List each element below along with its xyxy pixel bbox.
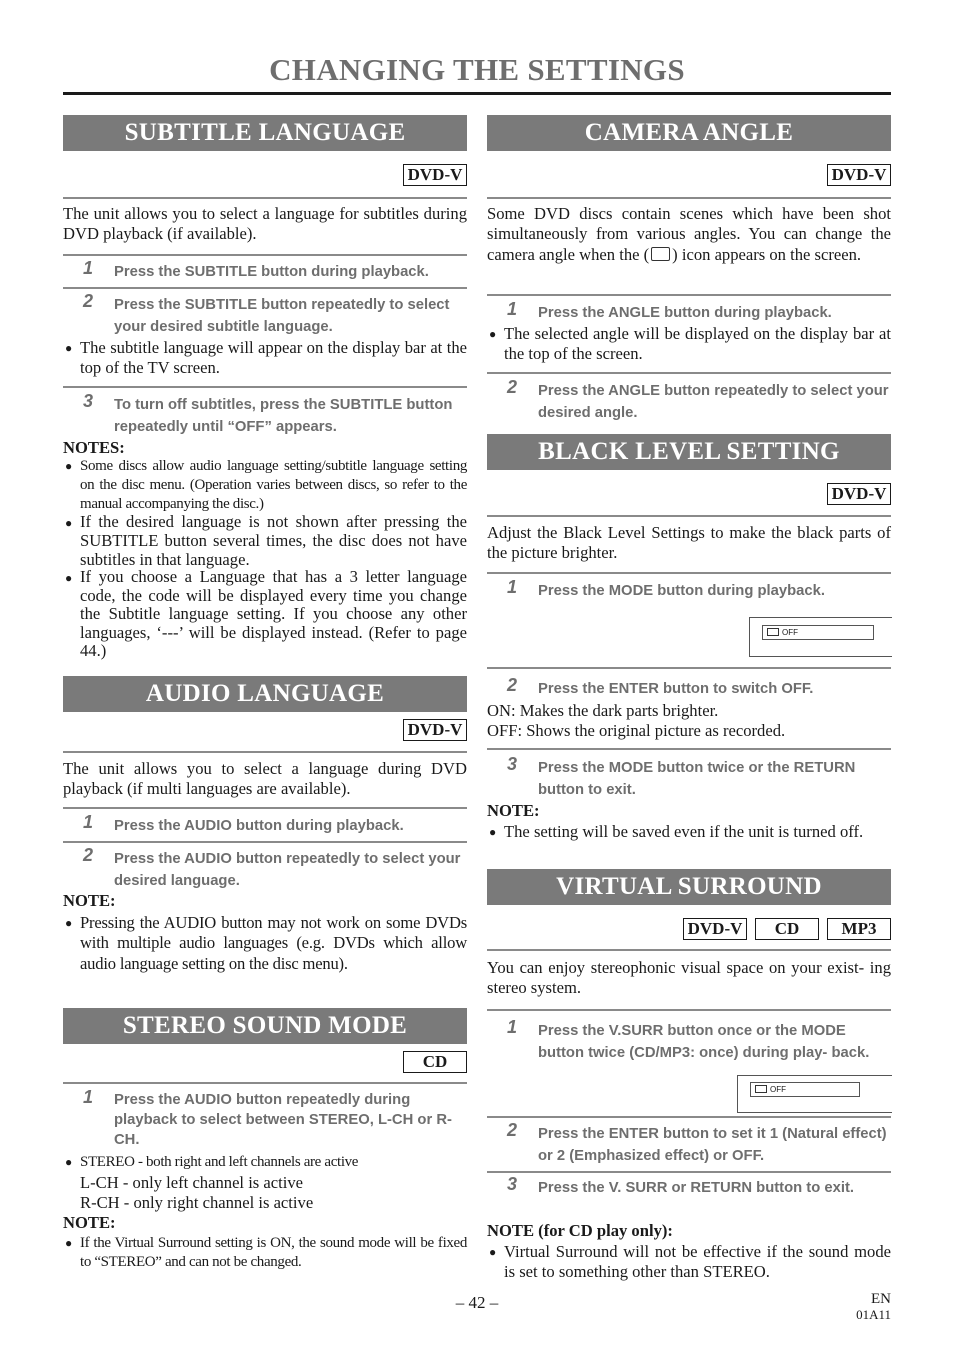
surround-icon: [755, 1085, 767, 1093]
divider: [63, 386, 467, 388]
divider: [63, 841, 467, 843]
cd-badge: CD: [755, 918, 819, 940]
subtitle-note-1: ● Some discs allow audio language setting/subtitle language setting on the disc menu. (Operation varies between discs, so refer to the manual accompanying the disc.): [65, 458, 467, 512]
black-level-display-bar: [749, 617, 892, 657]
virtual-surround-intro: You can enjoy stereophonic visual space on your exist- ing stereo system.: [487, 958, 891, 998]
subtitle-language-intro: The unit allows you to select a language for subtitles during DVD playback (if available).: [63, 204, 467, 244]
page-number: – 42 –: [455, 1293, 499, 1312]
divider: [487, 372, 891, 374]
divider: [63, 1082, 467, 1084]
black-level-heading: BLACK LEVEL SETTING: [487, 434, 891, 470]
audio-note-heading: NOTE:: [63, 891, 116, 910]
step-number: 1: [507, 577, 518, 597]
virtual-surround-display-bar: [737, 1075, 892, 1113]
camera-angle-badges: [819, 164, 891, 186]
document-code: 01A11: [856, 1307, 891, 1322]
audio-language-intro: The unit allows you to select a language during DVD playback (if multi languages are available).: [63, 759, 467, 799]
camera-angle-intro: Some DVD discs contain scenes which have been shot simultaneously from various angles. You can change the camera angle when the ( ) icon appears on the screen.: [487, 204, 891, 264]
audio-language-heading: AUDIO LANGUAGE: [63, 676, 467, 712]
step-text: Press the SUBTITLE button repeatedly to select your desired subtitle language.: [114, 297, 450, 335]
audio-language-badges: [395, 719, 467, 741]
black-level-badges: [819, 483, 891, 505]
step-text: Press the ANGLE button repeatedly to select your desired angle.: [538, 383, 889, 421]
divider: [487, 748, 891, 750]
virtual-surround-note-heading: NOTE (for CD play only):: [487, 1221, 673, 1240]
subtitle-note-3: ● If you choose a Language that has a 3 letter language code, the code will be displayed every time you change the Subtitle language setting. If you choose any other languages, ‘---’ will be displayed instead. (Refer to page 44.): [65, 567, 467, 661]
black-level-off-line: OFF: Shows the original picture as recorded.: [487, 721, 786, 740]
camera-angle-icon: [651, 247, 670, 261]
step-number: 2: [507, 675, 518, 695]
dvd-v-badge: DVD-V: [827, 164, 891, 186]
dvd-v-badge: DVD-V: [827, 483, 891, 505]
step-number: 1: [507, 1017, 518, 1037]
step-text: Press the SUBTITLE button during playback.: [114, 264, 429, 280]
step-text: Press the AUDIO button repeatedly to select your desired language.: [114, 851, 461, 889]
divider: [487, 1009, 891, 1011]
stereo-rch-line: R-CH - only right channel is active: [80, 1193, 314, 1212]
step-text: Press the V. SURR or RETURN button to exit.: [538, 1180, 854, 1196]
step-text: To turn off subtitles, press the SUBTITLE button repeatedly until “OFF” appears.: [114, 397, 453, 435]
step-number: 1: [83, 812, 94, 832]
step-text: Press the ENTER button to switch OFF.: [538, 681, 814, 697]
divider: [487, 667, 891, 669]
subtitle-step-2-bullet: ● The subtitle language will appear on the display bar at the top of the TV screen.: [65, 338, 467, 378]
black-level-icon: [767, 628, 779, 636]
step-number: 2: [507, 1120, 518, 1140]
step-number: 3: [507, 1174, 518, 1194]
subtitle-language-badges: [395, 164, 467, 186]
virtual-surround-note-1: ● Virtual Surround will not be effective if the sound mode is set to something other than STEREO.: [489, 1242, 891, 1282]
subtitle-note-2: ● If the desired language is not shown after pressing the SUBTITLE button several times, the disc does not have subtitles in that language.: [65, 512, 467, 569]
dvd-v-badge: DVD-V: [403, 164, 467, 186]
step-number: 3: [507, 754, 518, 774]
camera-angle-heading: CAMERA ANGLE: [487, 115, 891, 151]
step-number: 2: [507, 377, 518, 397]
cd-badge: CD: [403, 1051, 467, 1073]
divider: [63, 807, 467, 809]
step-text: Press the ENTER button to set it 1 (Natural effect) or 2 (Emphasized effect) or OFF.: [538, 1126, 887, 1164]
step-text: Press the MODE button during playback.: [538, 583, 825, 599]
black-level-note-1: ● The setting will be saved even if the unit is turned off.: [489, 822, 864, 841]
stereo-note-heading: NOTE:: [63, 1213, 116, 1232]
title-rule: [63, 92, 891, 95]
black-level-note-heading: NOTE:: [487, 801, 540, 820]
divider: [487, 1171, 891, 1173]
step-number: 2: [83, 845, 94, 865]
step-number: 2: [83, 291, 94, 311]
dvd-v-badge: DVD-V: [403, 719, 467, 741]
virtual-surround-badges: [675, 918, 891, 940]
stereo-note-1: ● If the Virtual Surround setting is ON, the sound mode will be fixed to “STEREO” and can not be changed.: [65, 1235, 467, 1270]
stereo-lch-line: L-CH - only left channel is active: [80, 1173, 304, 1192]
divider: [63, 751, 467, 753]
divider: [487, 1116, 891, 1118]
step-number: 1: [83, 1087, 94, 1107]
divider: [63, 197, 467, 199]
black-level-intro: Adjust the Black Level Settings to make the black parts of the picture brighter.: [487, 523, 891, 563]
stereo-sound-mode-badges: [395, 1051, 467, 1073]
black-level-on-line: ON: Makes the dark parts brighter.: [487, 701, 719, 720]
mp3-badge: MP3: [827, 918, 891, 940]
divider: [63, 287, 467, 289]
subtitle-notes-heading: NOTES:: [63, 438, 125, 457]
divider: [487, 949, 891, 951]
subtitle-language-heading: SUBTITLE LANGUAGE: [63, 115, 467, 151]
divider: [487, 572, 891, 574]
step-number: 1: [507, 299, 518, 319]
language-code: EN: [871, 1291, 891, 1307]
page-title: CHANGING THE SETTINGS: [269, 52, 685, 87]
step-text: Press the AUDIO button repeatedly during playback to select between STEREO, L-CH or R-CH.: [114, 1092, 452, 1148]
divider: [63, 254, 467, 256]
virtual-surround-osd-value: OFF: [770, 1085, 786, 1094]
step-number: 1: [83, 258, 94, 278]
divider: [487, 197, 891, 199]
step-text: Press the MODE button twice or the RETURN button to exit.: [538, 760, 856, 798]
step-text: Press the ANGLE button during playback.: [538, 305, 832, 321]
virtual-surround-heading: VIRTUAL SURROUND: [487, 869, 891, 905]
step-text: Press the AUDIO button during playback.: [114, 818, 404, 834]
black-level-osd-value: OFF: [782, 628, 798, 637]
divider: [487, 515, 891, 517]
camera-step-1-bullet: ● The selected angle will be displayed on the display bar at the top of the screen.: [489, 324, 891, 364]
divider: [487, 294, 891, 296]
step-number: 3: [83, 391, 94, 411]
dvd-v-badge: DVD-V: [683, 918, 747, 940]
audio-note-1: ● Pressing the AUDIO button may not work on some DVDs with multiple audio languages (e.g. DVDs which allow audio language setting on the disc menu).: [65, 913, 467, 973]
stereo-bullet: ● STEREO - both right and left channels are active: [65, 1154, 359, 1170]
stereo-sound-mode-heading: STEREO SOUND MODE: [63, 1008, 467, 1044]
step-text: Press the V.SURR button once or the MODE button twice (CD/MP3: once) during play- back.: [538, 1023, 870, 1061]
